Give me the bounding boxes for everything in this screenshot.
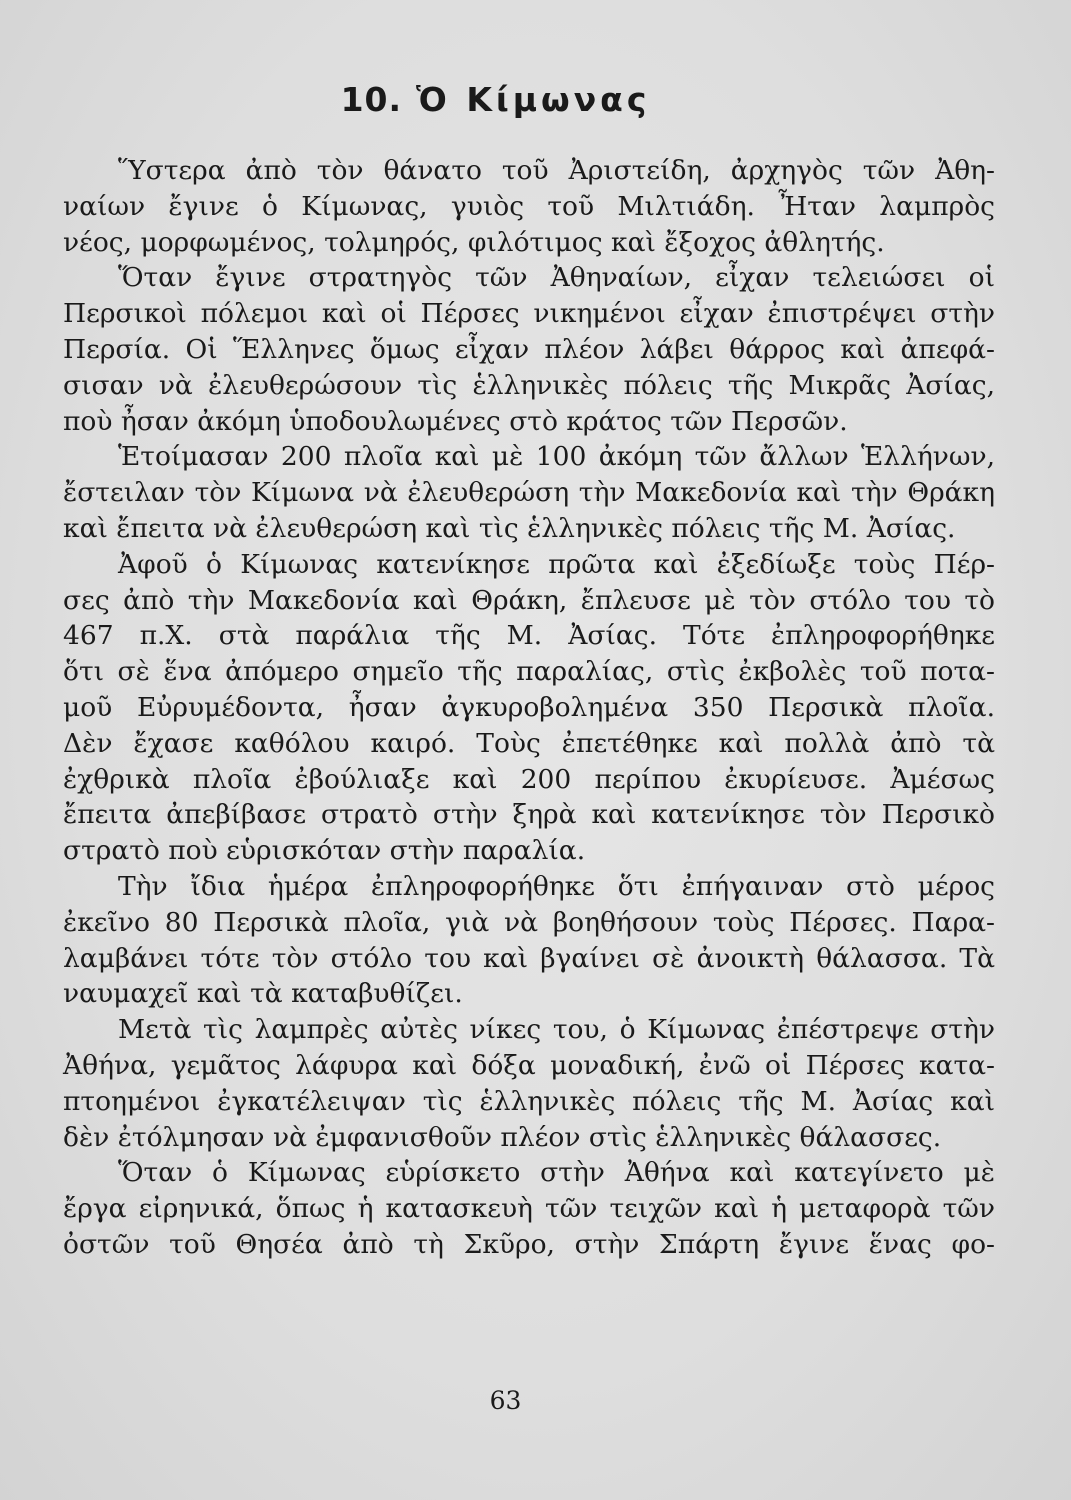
- text-line: ναίων ἔγινε ὁ Κίμωνας, γυιὸς τοῦ Μιλτιάδη. Ἦταν λαμπρὸς: [63, 190, 995, 222]
- text-line: 467 π.Χ. στὰ παράλια τῆς Μ. Ἀσίας. Τότε ἐπληροφορήθηκε: [63, 620, 995, 652]
- text-line: Δὲν ἔχασε καθόλου καιρό. Τοὺς ἐπετέθηκε καὶ πολλὰ ἀπὸ τὰ: [63, 727, 995, 759]
- text-line: Περσία. Οἱ Ἕλληνες ὅμως εἶχαν πλέον λάβει θάρρος καὶ ἀπεφά-: [63, 333, 995, 365]
- text-line: ἔστειλαν τὸν Κίμωνα νὰ ἐλευθερώση τὴν Μακεδονία καὶ τὴν Θράκη: [63, 477, 995, 509]
- text-line: Ὅταν ἔγινε στρατηγὸς τῶν Ἀθηναίων, εἶχαν τελειώσει οἱ: [118, 262, 995, 294]
- text-line: Ἀφοῦ ὁ Κίμωνας κατενίκησε πρῶτα καὶ ἐξεδίωξε τοὺς Πέρ-: [118, 548, 995, 580]
- text-line: ἐχθρικὰ πλοῖα ἐβούλιαξε καὶ 200 περίπου ἐκυρίευσε. Ἀμέσως: [63, 763, 995, 795]
- text-line: Ἀθήνα, γεμᾶτος λάφυρα καὶ δόξα μοναδική, ἐνῶ οἱ Πέρσες κατα-: [63, 1049, 995, 1081]
- text-line: Ὕστερα ἀπὸ τὸν θάνατο τοῦ Ἀριστείδη, ἀρχηγὸς τῶν Ἀθη-: [118, 155, 995, 186]
- text-line: Περσικοὶ πόλεμοι καὶ οἱ Πέρσες νικημένοι εἶχαν ἐπιστρέψει στὴν: [63, 298, 995, 330]
- text-line: λαμβάνει τότε τὸν στόλο του καὶ βγαίνει σὲ ἀνοικτὴ θάλασσα. Τὰ: [63, 942, 995, 974]
- text-line: Ὅταν ὁ Κίμωνας εὑρίσκετο στὴν Ἀθήνα καὶ κατεγίνετο μὲ: [118, 1157, 995, 1189]
- text-line: νέος, μορφωμένος, τολμηρός, φιλότιμος καὶ ἔξοχος ἀθλητής.: [63, 226, 885, 258]
- body-text: [63, 153, 995, 1263]
- chapter-title-text: Ὁ Κίμωνας: [416, 80, 651, 119]
- text-line: Τὴν ἴδια ἡμέρα ἐπληροφορήθηκε ὅτι ἐπήγαιναν στὸ μέρος: [118, 870, 995, 902]
- chapter-title: [0, 80, 1031, 119]
- text-line: ναυμαχεῖ καὶ τὰ καταβυθίζει.: [63, 978, 463, 1010]
- text-line: ὅτι σὲ ἕνα ἀπόμερο σημεῖο τῆς παραλίας, στὶς ἐκβολὲς τοῦ ποτα-: [63, 656, 995, 688]
- text-line: Μετὰ τὶς λαμπρὲς αὐτὲς νίκες του, ὁ Κίμωνας ἐπέστρεψε στὴν: [118, 1014, 995, 1046]
- text-line: ποὺ ἦσαν ἀκόμη ὑποδουλωμένες στὸ κράτος τῶν Περσῶν.: [63, 405, 848, 437]
- text-line: ἐκεῖνο 80 Περσικὰ πλοῖα, γιὰ νὰ βοηθήσουν τοὺς Πέρσες. Παρα-: [63, 906, 995, 938]
- text-line: ἔργα εἰρηνικά, ὅπως ἡ κατασκευὴ τῶν τειχῶν καὶ ἡ μεταφορὰ τῶν: [63, 1193, 995, 1225]
- text-line: πτοημένοι ἐγκατέλειψαν τὶς ἑλληνικὲς πόλεις τῆς Μ. Ἀσίας καὶ: [63, 1085, 995, 1117]
- text-line: καὶ ἔπειτα νὰ ἐλευθερώση καὶ τὶς ἑλληνικὲς πόλεις τῆς Μ. Ἀσίας.: [63, 512, 956, 544]
- text-line: ἔπειτα ἀπεβίβασε στρατὸ στὴν ξηρὰ καὶ κατενίκησε τὸν Περσικὸ: [63, 799, 995, 831]
- page-number: 63: [489, 1386, 522, 1415]
- chapter-number: 10.: [340, 80, 403, 119]
- text-line: μοῦ Εὐρυμέδοντα, ἦσαν ἀγκυροβολημένα 350 Περσικὰ πλοῖα.: [63, 691, 995, 723]
- text-line: σες ἀπὸ τὴν Μακεδονία καὶ Θράκη, ἔπλευσε μὲ τὸν στόλο του τὸ: [63, 584, 995, 616]
- text-line: δὲν ἐτόλμησαν νὰ ἐμφανισθοῦν πλέον στὶς ἑλληνικὲς θάλασσες.: [63, 1121, 942, 1153]
- text-line: ὀστῶν τοῦ Θησέα ἀπὸ τὴ Σκῦρο, στὴν Σπάρτη ἔγινε ἕνας φο-: [63, 1228, 995, 1260]
- text-line: σισαν νὰ ἐλευθερώσουν τὶς ἑλληνικὲς πόλεις τῆς Μικρᾶς Ἀσίας,: [63, 369, 995, 401]
- text-line: στρατὸ ποὺ εὑρισκόταν στὴν παραλία.: [63, 835, 586, 867]
- text-line: Ἑτοίμασαν 200 πλοῖα καὶ μὲ 100 ἀκόμη τῶν ἄλλων Ἑλλήνων,: [118, 441, 995, 473]
